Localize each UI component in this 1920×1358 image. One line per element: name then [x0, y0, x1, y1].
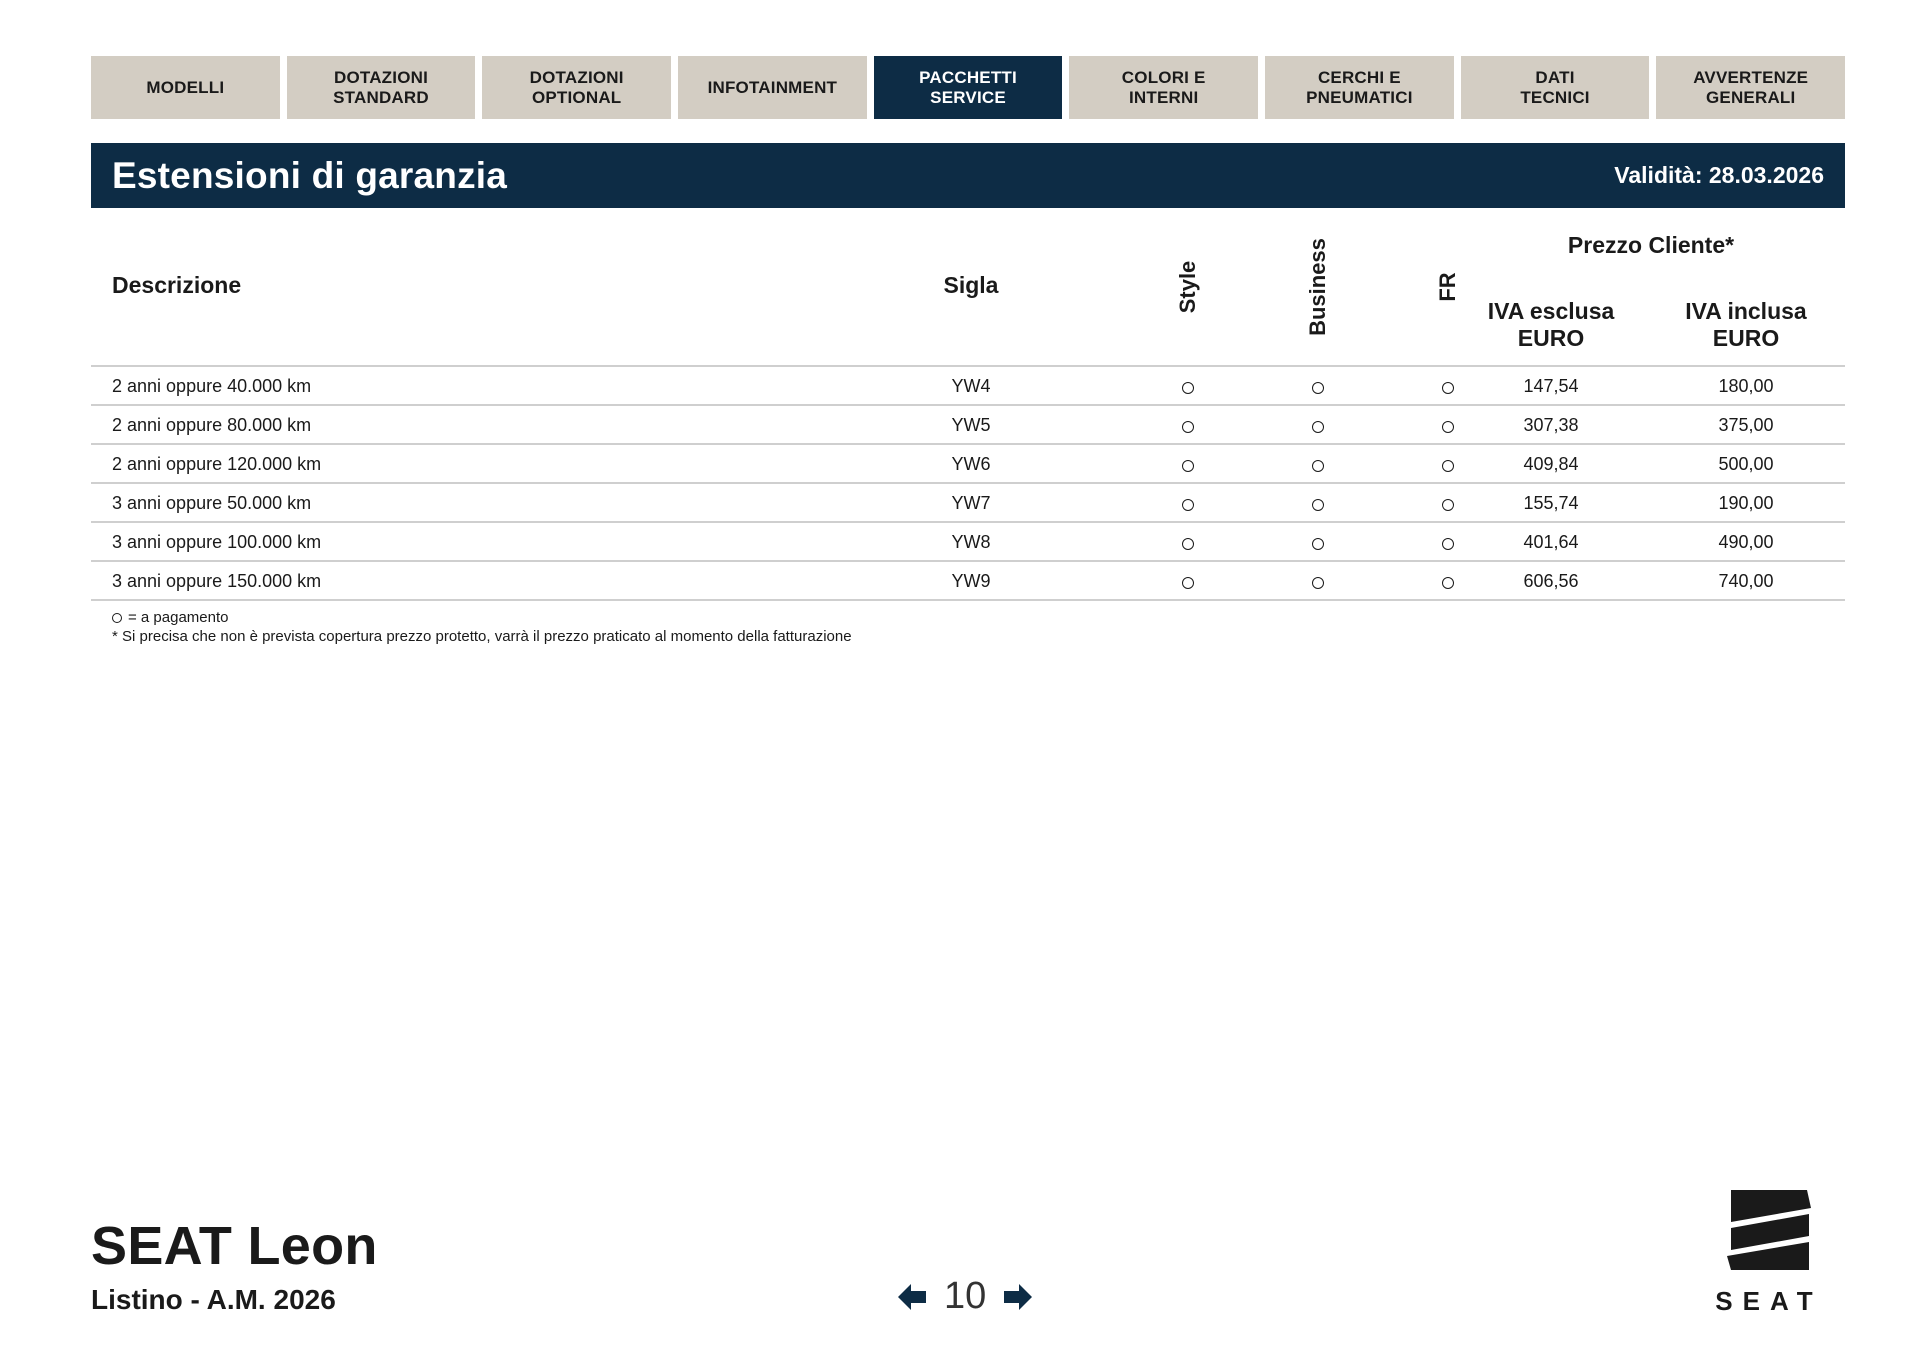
model-title: SEAT Leon — [91, 1216, 378, 1276]
validity-date: Validità: 28.03.2026 — [1614, 162, 1824, 188]
row-iva-inclusa: 740,00 — [1718, 571, 1774, 591]
table-row — [91, 445, 1845, 484]
section-banner — [91, 143, 1845, 208]
style-optional-icon — [1123, 450, 1253, 477]
row-iva-esclusa: 147,54 — [1523, 376, 1579, 396]
tab-dotazioni-optional[interactable]: DOTAZIONI OPTIONAL — [482, 56, 671, 119]
table-notes — [112, 608, 852, 646]
business-optional-icon — [1253, 372, 1383, 399]
table-row — [91, 562, 1845, 601]
style-optional-icon — [1123, 372, 1253, 399]
arrow-left-icon[interactable] — [898, 1284, 926, 1310]
business-optional-icon — [1253, 411, 1383, 438]
row-sigla: YW7 — [951, 493, 991, 513]
row-iva-esclusa: 155,74 — [1523, 493, 1579, 513]
row-sigla: YW9 — [951, 571, 991, 591]
business-optional-icon — [1253, 489, 1383, 516]
header-iva-esclusa: IVA esclusa EURO — [1487, 298, 1615, 351]
row-sigla: YW5 — [951, 415, 991, 435]
header-descrizione: Descrizione — [112, 272, 242, 298]
header-sigla: Sigla — [943, 272, 999, 298]
row-iva-inclusa: 180,00 — [1718, 376, 1774, 396]
row-descrizione: 2 anni oppure 80.000 km — [112, 415, 312, 435]
disclaimer: * Si precisa che non è prevista copertura prezzo protetto, varrà il prezzo praticato al momento della fatturazione — [112, 628, 852, 645]
header-fr: FR — [1435, 272, 1460, 302]
page-title: Estensioni di garanzia — [112, 154, 508, 196]
style-optional-icon — [1123, 528, 1253, 555]
seat-wordmark — [1693, 1287, 1845, 1313]
seat-logo — [1693, 1190, 1845, 1313]
header-style: Style — [1175, 260, 1200, 314]
tab-avvertenze-generali[interactable]: AVVERTENZE GENERALI — [1656, 56, 1845, 119]
business-optional-icon — [1253, 567, 1383, 594]
row-iva-inclusa: 375,00 — [1718, 415, 1774, 435]
pager — [898, 1275, 1032, 1318]
row-iva-esclusa: 606,56 — [1523, 571, 1579, 591]
page-number: 10 — [944, 1275, 987, 1317]
table-row — [91, 367, 1845, 406]
row-iva-esclusa: 401,64 — [1523, 532, 1579, 552]
business-optional-icon — [1253, 528, 1383, 555]
row-iva-inclusa: 490,00 — [1718, 532, 1774, 552]
svg-text:SEAT: SEAT — [1715, 1287, 1823, 1313]
style-optional-icon — [1123, 567, 1253, 594]
row-iva-esclusa: 409,84 — [1523, 454, 1579, 474]
row-descrizione: 3 anni oppure 50.000 km — [112, 493, 312, 513]
tab-modelli[interactable]: MODELLI — [91, 56, 280, 119]
row-iva-inclusa: 190,00 — [1718, 493, 1774, 513]
row-iva-inclusa: 500,00 — [1718, 454, 1774, 474]
model-subtitle: Listino - A.M. 2026 — [91, 1284, 336, 1315]
row-sigla: YW8 — [951, 532, 991, 552]
tab-infotainment[interactable]: INFOTAINMENT — [678, 56, 867, 119]
row-descrizione: 2 anni oppure 40.000 km — [112, 376, 312, 396]
tab-dati-tecnici[interactable]: DATI TECNICI — [1461, 56, 1650, 119]
section-tabs — [91, 56, 1845, 119]
table-row — [91, 406, 1845, 445]
style-optional-icon — [1123, 411, 1253, 438]
table-header — [91, 215, 1845, 367]
header-prezzo-cliente: Prezzo Cliente* — [1567, 232, 1735, 258]
optional-circle-icon — [112, 613, 122, 623]
row-sigla: YW4 — [951, 376, 991, 396]
tab-pacchetti-service[interactable]: PACCHETTI SERVICE — [874, 56, 1063, 119]
row-iva-esclusa: 307,38 — [1523, 415, 1579, 435]
row-descrizione: 3 anni oppure 100.000 km — [112, 532, 322, 552]
row-sigla: YW6 — [951, 454, 991, 474]
tab-colori-interni[interactable]: COLORI E INTERNI — [1069, 56, 1258, 119]
row-descrizione: 2 anni oppure 120.000 km — [112, 454, 322, 474]
row-descrizione: 3 anni oppure 150.000 km — [112, 571, 322, 591]
seat-s-logo-icon — [1723, 1190, 1815, 1272]
business-optional-icon — [1253, 450, 1383, 477]
table-row — [91, 523, 1845, 562]
table-row — [91, 484, 1845, 523]
legend-text: = a pagamento — [128, 609, 229, 626]
header-business: Business — [1305, 238, 1330, 336]
arrow-right-icon[interactable] — [1004, 1284, 1032, 1310]
warranty-table — [91, 215, 1845, 601]
style-optional-icon — [1123, 489, 1253, 516]
tab-cerchi-pneumatici[interactable]: CERCHI E PNEUMATICI — [1265, 56, 1454, 119]
legend — [112, 608, 852, 627]
header-iva-inclusa: IVA inclusa EURO — [1685, 298, 1807, 351]
tab-dotazioni-standard[interactable]: DOTAZIONI STANDARD — [287, 56, 476, 119]
